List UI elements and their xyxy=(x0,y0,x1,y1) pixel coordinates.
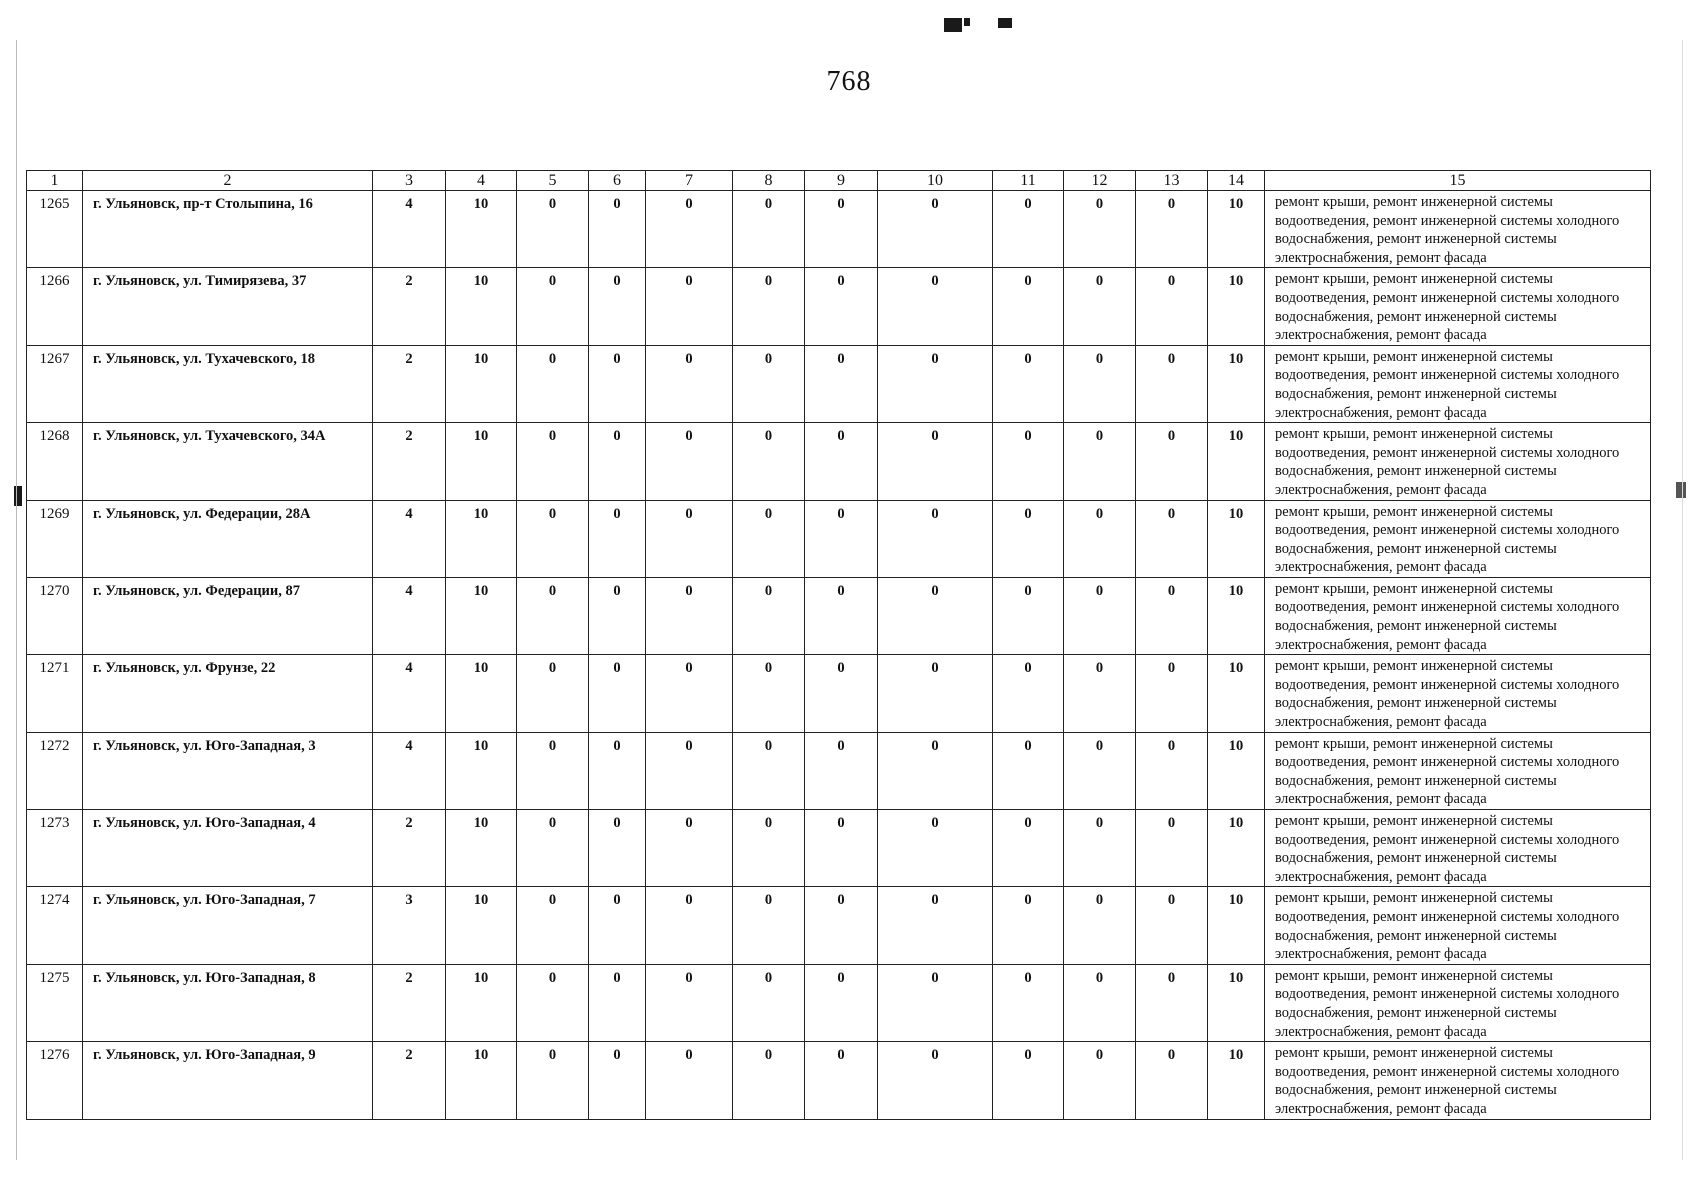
cell-col-12: 0 xyxy=(1064,345,1136,422)
cell-col-11: 0 xyxy=(993,810,1064,887)
row-number: 1265 xyxy=(27,191,83,268)
cell-col-7: 0 xyxy=(646,655,733,732)
table-row xyxy=(27,655,1651,732)
cell-col-5: 0 xyxy=(517,191,589,268)
cell-col-8: 0 xyxy=(733,887,805,964)
row-number: 1271 xyxy=(27,655,83,732)
cell-col-4: 10 xyxy=(446,655,517,732)
cell-col-10: 0 xyxy=(878,191,993,268)
works-cell: ремонт крыши, ремонт инженерной системы водоотведения, ремонт инженерной системы холодного водоснабжения, ремонт инженерной системы электроснабжения, ремонт фасада xyxy=(1265,423,1651,500)
column-header: 12 xyxy=(1064,171,1136,191)
column-header: 3 xyxy=(373,171,446,191)
scan-mark xyxy=(1676,482,1686,498)
address-cell: г. Ульяновск, ул. Юго-Западная, 4 xyxy=(83,810,373,887)
cell-col-13: 0 xyxy=(1136,577,1208,654)
address-cell: г. Ульяновск, ул. Юго-Западная, 3 xyxy=(83,732,373,809)
cell-col-7: 0 xyxy=(646,732,733,809)
works-cell: ремонт крыши, ремонт инженерной системы водоотведения, ремонт инженерной системы холодного водоснабжения, ремонт инженерной системы электроснабжения, ремонт фасада xyxy=(1265,500,1651,577)
row-number: 1270 xyxy=(27,577,83,654)
cell-col-13: 0 xyxy=(1136,423,1208,500)
table-row xyxy=(27,964,1651,1041)
cell-col-4: 10 xyxy=(446,500,517,577)
cell-col-9: 0 xyxy=(805,345,878,422)
cell-col-8: 0 xyxy=(733,500,805,577)
cell-col-12: 0 xyxy=(1064,655,1136,732)
cell-col-4: 10 xyxy=(446,1042,517,1119)
table-header xyxy=(27,171,1651,191)
cell-col-7: 0 xyxy=(646,964,733,1041)
works-cell: ремонт крыши, ремонт инженерной системы водоотведения, ремонт инженерной системы холодного водоснабжения, ремонт инженерной системы электроснабжения, ремонт фасада xyxy=(1265,810,1651,887)
cell-col-12: 0 xyxy=(1064,964,1136,1041)
cell-col-5: 0 xyxy=(517,732,589,809)
cell-col-10: 0 xyxy=(878,345,993,422)
cell-col-5: 0 xyxy=(517,423,589,500)
cell-col-10: 0 xyxy=(878,268,993,345)
table-row xyxy=(27,810,1651,887)
cell-col-4: 10 xyxy=(446,191,517,268)
column-header: 5 xyxy=(517,171,589,191)
works-cell: ремонт крыши, ремонт инженерной системы водоотведения, ремонт инженерной системы холодного водоснабжения, ремонт инженерной системы электроснабжения, ремонт фасада xyxy=(1265,345,1651,422)
table-row xyxy=(27,500,1651,577)
cell-col-12: 0 xyxy=(1064,732,1136,809)
column-header: 8 xyxy=(733,171,805,191)
scan-mark xyxy=(944,18,962,32)
cell-col-7: 0 xyxy=(646,500,733,577)
cell-col-6: 0 xyxy=(589,964,646,1041)
cell-col-13: 0 xyxy=(1136,191,1208,268)
row-number: 1267 xyxy=(27,345,83,422)
table-row xyxy=(27,268,1651,345)
cell-col-13: 0 xyxy=(1136,810,1208,887)
cell-col-8: 0 xyxy=(733,577,805,654)
cell-col-5: 0 xyxy=(517,500,589,577)
cell-col-5: 0 xyxy=(517,577,589,654)
cell-col-6: 0 xyxy=(589,268,646,345)
cell-col-7: 0 xyxy=(646,887,733,964)
works-cell: ремонт крыши, ремонт инженерной системы водоотведения, ремонт инженерной системы холодного водоснабжения, ремонт инженерной системы электроснабжения, ремонт фасада xyxy=(1265,191,1651,268)
table-row xyxy=(27,577,1651,654)
cell-col-14: 10 xyxy=(1208,577,1265,654)
cell-col-10: 0 xyxy=(878,500,993,577)
cell-col-12: 0 xyxy=(1064,423,1136,500)
cell-col-7: 0 xyxy=(646,577,733,654)
cell-col-4: 10 xyxy=(446,810,517,887)
address-cell: г. Ульяновск, ул. Юго-Западная, 9 xyxy=(83,1042,373,1119)
cell-col-6: 0 xyxy=(589,887,646,964)
cell-col-11: 0 xyxy=(993,732,1064,809)
address-cell: г. Ульяновск, ул. Фрунзе, 22 xyxy=(83,655,373,732)
cell-col-13: 0 xyxy=(1136,500,1208,577)
cell-col-13: 0 xyxy=(1136,268,1208,345)
cell-col-10: 0 xyxy=(878,964,993,1041)
works-cell: ремонт крыши, ремонт инженерной системы водоотведения, ремонт инженерной системы холодного водоснабжения, ремонт инженерной системы электроснабжения, ремонт фасада xyxy=(1265,655,1651,732)
cell-col-5: 0 xyxy=(517,345,589,422)
column-header: 1 xyxy=(27,171,83,191)
cell-col-13: 0 xyxy=(1136,345,1208,422)
table-row xyxy=(27,423,1651,500)
column-header: 13 xyxy=(1136,171,1208,191)
cell-col-11: 0 xyxy=(993,191,1064,268)
column-header: 11 xyxy=(993,171,1064,191)
works-cell: ремонт крыши, ремонт инженерной системы водоотведения, ремонт инженерной системы холодного водоснабжения, ремонт инженерной системы электроснабжения, ремонт фасада xyxy=(1265,1042,1651,1119)
cell-col-10: 0 xyxy=(878,1042,993,1119)
cell-col-4: 10 xyxy=(446,887,517,964)
table-row xyxy=(27,732,1651,809)
cell-col-8: 0 xyxy=(733,732,805,809)
cell-col-6: 0 xyxy=(589,500,646,577)
cell-col-3: 2 xyxy=(373,1042,446,1119)
cell-col-4: 10 xyxy=(446,345,517,422)
scan-edge-line xyxy=(1682,40,1683,1160)
table-row xyxy=(27,345,1651,422)
cell-col-9: 0 xyxy=(805,1042,878,1119)
cell-col-9: 0 xyxy=(805,732,878,809)
row-number: 1276 xyxy=(27,1042,83,1119)
cell-col-8: 0 xyxy=(733,810,805,887)
cell-col-4: 10 xyxy=(446,577,517,654)
register-table-wrap xyxy=(26,170,1650,1120)
cell-col-3: 2 xyxy=(373,964,446,1041)
address-cell: г. Ульяновск, ул. Тухачевского, 34А xyxy=(83,423,373,500)
cell-col-7: 0 xyxy=(646,345,733,422)
cell-col-3: 2 xyxy=(373,810,446,887)
table-row xyxy=(27,191,1651,268)
cell-col-9: 0 xyxy=(805,655,878,732)
cell-col-14: 10 xyxy=(1208,810,1265,887)
cell-col-12: 0 xyxy=(1064,500,1136,577)
cell-col-6: 0 xyxy=(589,655,646,732)
cell-col-4: 10 xyxy=(446,423,517,500)
table-row xyxy=(27,1042,1651,1119)
address-cell: г. Ульяновск, пр-т Столыпина, 16 xyxy=(83,191,373,268)
cell-col-10: 0 xyxy=(878,887,993,964)
cell-col-11: 0 xyxy=(993,500,1064,577)
cell-col-7: 0 xyxy=(646,810,733,887)
cell-col-13: 0 xyxy=(1136,732,1208,809)
cell-col-5: 0 xyxy=(517,810,589,887)
cell-col-9: 0 xyxy=(805,500,878,577)
cell-col-11: 0 xyxy=(993,1042,1064,1119)
cell-col-4: 10 xyxy=(446,268,517,345)
cell-col-8: 0 xyxy=(733,268,805,345)
address-cell: г. Ульяновск, ул. Федерации, 87 xyxy=(83,577,373,654)
cell-col-7: 0 xyxy=(646,1042,733,1119)
cell-col-14: 10 xyxy=(1208,887,1265,964)
cell-col-8: 0 xyxy=(733,345,805,422)
table-body xyxy=(27,191,1651,1120)
column-header: 10 xyxy=(878,171,993,191)
cell-col-5: 0 xyxy=(517,655,589,732)
cell-col-5: 0 xyxy=(517,268,589,345)
column-header: 6 xyxy=(589,171,646,191)
works-cell: ремонт крыши, ремонт инженерной системы водоотведения, ремонт инженерной системы холодного водоснабжения, ремонт инженерной системы электроснабжения, ремонт фасада xyxy=(1265,577,1651,654)
cell-col-11: 0 xyxy=(993,577,1064,654)
address-cell: г. Ульяновск, ул. Юго-Западная, 7 xyxy=(83,887,373,964)
cell-col-13: 0 xyxy=(1136,887,1208,964)
cell-col-12: 0 xyxy=(1064,577,1136,654)
cell-col-11: 0 xyxy=(993,887,1064,964)
cell-col-8: 0 xyxy=(733,423,805,500)
cell-col-7: 0 xyxy=(646,268,733,345)
cell-col-3: 3 xyxy=(373,887,446,964)
table-row xyxy=(27,887,1651,964)
cell-col-12: 0 xyxy=(1064,191,1136,268)
works-cell: ремонт крыши, ремонт инженерной системы водоотведения, ремонт инженерной системы холодного водоснабжения, ремонт инженерной системы электроснабжения, ремонт фасада xyxy=(1265,964,1651,1041)
address-cell: г. Ульяновск, ул. Юго-Западная, 8 xyxy=(83,964,373,1041)
cell-col-9: 0 xyxy=(805,577,878,654)
cell-col-3: 4 xyxy=(373,500,446,577)
cell-col-8: 0 xyxy=(733,655,805,732)
cell-col-10: 0 xyxy=(878,655,993,732)
column-header: 2 xyxy=(83,171,373,191)
address-cell: г. Ульяновск, ул. Тухачевского, 18 xyxy=(83,345,373,422)
cell-col-3: 2 xyxy=(373,268,446,345)
cell-col-14: 10 xyxy=(1208,964,1265,1041)
cell-col-6: 0 xyxy=(589,810,646,887)
cell-col-6: 0 xyxy=(589,191,646,268)
column-header: 15 xyxy=(1265,171,1651,191)
cell-col-5: 0 xyxy=(517,1042,589,1119)
cell-col-10: 0 xyxy=(878,732,993,809)
cell-col-11: 0 xyxy=(993,345,1064,422)
cell-col-5: 0 xyxy=(517,887,589,964)
cell-col-4: 10 xyxy=(446,964,517,1041)
works-cell: ремонт крыши, ремонт инженерной системы водоотведения, ремонт инженерной системы холодного водоснабжения, ремонт инженерной системы электроснабжения, ремонт фасада xyxy=(1265,887,1651,964)
address-cell: г. Ульяновск, ул. Федерации, 28А xyxy=(83,500,373,577)
cell-col-5: 0 xyxy=(517,964,589,1041)
cell-col-9: 0 xyxy=(805,423,878,500)
cell-col-8: 0 xyxy=(733,964,805,1041)
cell-col-6: 0 xyxy=(589,1042,646,1119)
row-number: 1266 xyxy=(27,268,83,345)
cell-col-13: 0 xyxy=(1136,1042,1208,1119)
row-number: 1268 xyxy=(27,423,83,500)
cell-col-3: 4 xyxy=(373,191,446,268)
cell-col-10: 0 xyxy=(878,810,993,887)
cell-col-6: 0 xyxy=(589,732,646,809)
cell-col-6: 0 xyxy=(589,423,646,500)
header-row xyxy=(27,171,1651,191)
cell-col-12: 0 xyxy=(1064,887,1136,964)
cell-col-14: 10 xyxy=(1208,500,1265,577)
cell-col-14: 10 xyxy=(1208,1042,1265,1119)
works-cell: ремонт крыши, ремонт инженерной системы водоотведения, ремонт инженерной системы холодного водоснабжения, ремонт инженерной системы электроснабжения, ремонт фасада xyxy=(1265,268,1651,345)
column-header: 9 xyxy=(805,171,878,191)
row-number: 1274 xyxy=(27,887,83,964)
cell-col-12: 0 xyxy=(1064,810,1136,887)
cell-col-8: 0 xyxy=(733,191,805,268)
cell-col-3: 4 xyxy=(373,655,446,732)
register-table xyxy=(26,170,1651,1120)
cell-col-9: 0 xyxy=(805,887,878,964)
works-cell: ремонт крыши, ремонт инженерной системы водоотведения, ремонт инженерной системы холодного водоснабжения, ремонт инженерной системы электроснабжения, ремонт фасада xyxy=(1265,732,1651,809)
cell-col-4: 10 xyxy=(446,732,517,809)
cell-col-3: 2 xyxy=(373,345,446,422)
cell-col-14: 10 xyxy=(1208,345,1265,422)
scan-mark xyxy=(998,18,1012,28)
column-header: 7 xyxy=(646,171,733,191)
column-header: 14 xyxy=(1208,171,1265,191)
cell-col-9: 0 xyxy=(805,964,878,1041)
row-number: 1272 xyxy=(27,732,83,809)
cell-col-12: 0 xyxy=(1064,1042,1136,1119)
cell-col-8: 0 xyxy=(733,1042,805,1119)
column-header: 4 xyxy=(446,171,517,191)
row-number: 1275 xyxy=(27,964,83,1041)
cell-col-11: 0 xyxy=(993,268,1064,345)
cell-col-6: 0 xyxy=(589,345,646,422)
cell-col-14: 10 xyxy=(1208,423,1265,500)
cell-col-14: 10 xyxy=(1208,732,1265,809)
cell-col-9: 0 xyxy=(805,810,878,887)
cell-col-11: 0 xyxy=(993,423,1064,500)
page-number: 768 xyxy=(826,66,872,97)
cell-col-7: 0 xyxy=(646,423,733,500)
scan-mark xyxy=(964,18,970,26)
address-cell: г. Ульяновск, ул. Тимирязева, 37 xyxy=(83,268,373,345)
cell-col-3: 2 xyxy=(373,423,446,500)
cell-col-9: 0 xyxy=(805,268,878,345)
cell-col-11: 0 xyxy=(993,964,1064,1041)
cell-col-14: 10 xyxy=(1208,191,1265,268)
cell-col-6: 0 xyxy=(589,577,646,654)
row-number: 1269 xyxy=(27,500,83,577)
cell-col-14: 10 xyxy=(1208,655,1265,732)
row-number: 1273 xyxy=(27,810,83,887)
cell-col-9: 0 xyxy=(805,191,878,268)
cell-col-13: 0 xyxy=(1136,964,1208,1041)
cell-col-10: 0 xyxy=(878,577,993,654)
cell-col-3: 4 xyxy=(373,732,446,809)
scan-edge-line xyxy=(16,40,17,1160)
cell-col-10: 0 xyxy=(878,423,993,500)
cell-col-12: 0 xyxy=(1064,268,1136,345)
cell-col-14: 10 xyxy=(1208,268,1265,345)
cell-col-13: 0 xyxy=(1136,655,1208,732)
cell-col-7: 0 xyxy=(646,191,733,268)
cell-col-11: 0 xyxy=(993,655,1064,732)
cell-col-3: 4 xyxy=(373,577,446,654)
